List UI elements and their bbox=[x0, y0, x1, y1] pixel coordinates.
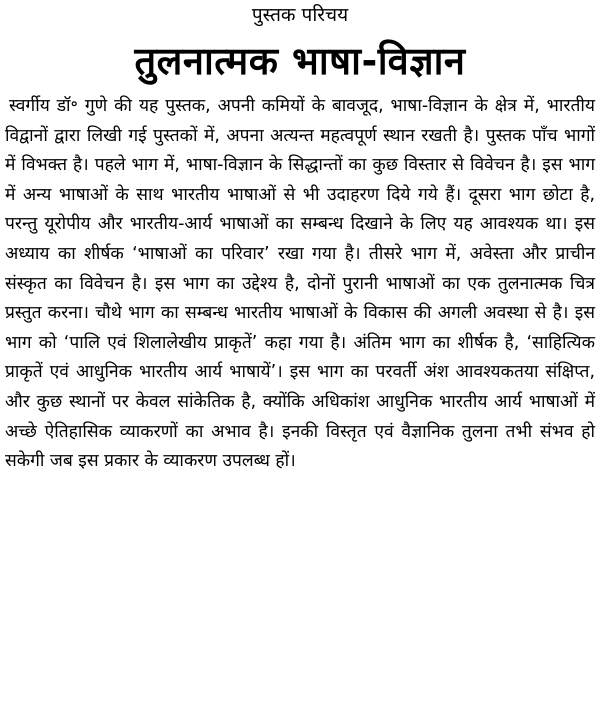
book-title: तुलनात्मक भाषा-विज्ञान bbox=[134, 39, 466, 83]
section-label: पुस्तक परिचय bbox=[251, 4, 349, 26]
description-paragraph: स्वर्गीय डॉ॰ गुणे की यह पुस्तक, अपनी कमियों के बावजूद, भाषा-विज्ञान के क्षेत्र में, भारतीय विद्वानों द्वारा लिखी गई पुस्तकों में, अपना अत्यन्त महत्वपूर्ण स्थान रखती है। पुस्तक पाँच भागों में विभक्त है। पहले भाग में, भाषा-विज्ञान के सिद्धान्तों का कुछ विस्तार से विवेचन है। इस भाग में अन्य भाषाओं के साथ भारतीय भाषाओं से भी उदाहरण दिये गये हैं। दूसरा भाग छोटा है, परन्तु यूरोपीय और भारतीय-आर्य भाषाओं का सम्बन्ध दिखाने के लिए यह आवश्यक था। इस अध्याय का शीर्षक ‘भाषाओं का परिवार’ रखा गया है। तीसरे भाग में, अवेस्ता और प्राचीन संस्कृत का विवेचन है। इस भाग का उद्देश्य है, दोनों पुरानी भाषाओं का एक तुलनात्मक चित्र प्रस्तुत करना। चौथे भाग का सम्बन्ध भारतीय भाषाओं के विकास की अगली अवस्था से है। इस भाग को ‘पालि एवं शिलालेखीय प्राकृतें’ कहा गया है। अंतिम भाग का शीर्षक है, ‘साहित्यिक प्राकृतें एवं आधुनिक भारतीय आर्य भाषायें’। इस भाग का परवर्ती अंश आवश्यकतया संक्षिप्त, और कुछ स्थानों पर केवल सांकेतिक है, क्योंकि अधिकांश आधुनिक भारतीय आर्य भाषाओं में अच्छे ऐतिहासिक व्याकरणों का अभाव है। इनकी विस्तृत एवं वैज्ञानिक तुलना तभी संभव हो सकेगी जब इस प्रकार के व्याकरण उपलब्ध हों। bbox=[5, 96, 595, 472]
